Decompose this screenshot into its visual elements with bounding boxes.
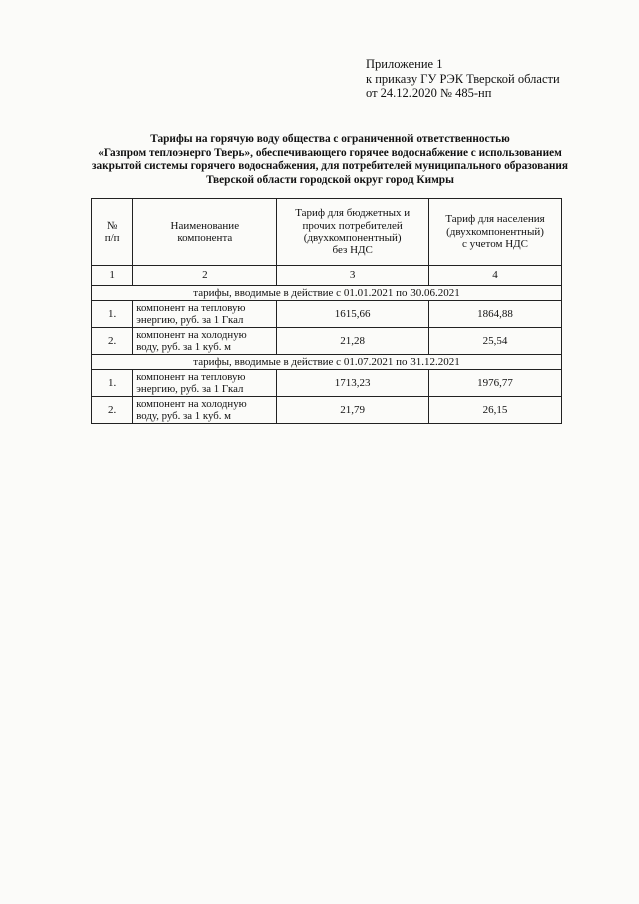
header-budget-tariff: Тариф для бюджетных и прочих потребителей (двухкомпонентный) без НДС <box>277 199 429 266</box>
budget-tariff-value: 21,28 <box>277 328 429 355</box>
document-title <box>70 133 590 187</box>
header-population-tariff: Тариф для населения (двухкомпонентный) с учетом НДС <box>429 199 562 266</box>
column-number: 3 <box>277 266 429 286</box>
table-row <box>92 301 562 328</box>
appendix-line: Приложение 1 <box>366 57 443 71</box>
period-row <box>92 355 562 370</box>
tariff-table <box>91 198 562 424</box>
row-number: 2. <box>92 397 133 424</box>
title-line: Тарифы на горячую воду общества с ограниченной ответственностью <box>150 133 510 145</box>
appendix-reference <box>366 57 560 101</box>
budget-tariff-value: 1615,66 <box>277 301 429 328</box>
table-row <box>92 370 562 397</box>
column-number-row <box>92 266 562 286</box>
table-header-row <box>92 199 562 266</box>
header-number: № п/п <box>92 199 133 266</box>
component-name: компонент на холодную воду, руб. за 1 куб. м <box>133 397 277 424</box>
period-label: тарифы, вводимые в действие с 01.01.2021 по 30.06.2021 <box>92 286 562 301</box>
period-label: тарифы, вводимые в действие с 01.07.2021 по 31.12.2021 <box>92 355 562 370</box>
population-tariff-value: 26,15 <box>429 397 562 424</box>
row-number: 1. <box>92 370 133 397</box>
appendix-line: к приказу ГУ РЭК Тверской области <box>366 71 560 86</box>
header-component-name: Наименование компонента <box>133 199 277 266</box>
population-tariff-value: 25,54 <box>429 328 562 355</box>
column-number: 2 <box>133 266 277 286</box>
row-number: 2. <box>92 328 133 355</box>
column-number: 4 <box>429 266 562 286</box>
table-row <box>92 397 562 424</box>
budget-tariff-value: 21,79 <box>277 397 429 424</box>
title-line: закрытой системы горячего водоснабжения, для потребителей муниципального образования <box>91 160 569 173</box>
component-name: компонент на тепловую энергию, руб. за 1 Гкал <box>133 370 277 397</box>
table-row <box>92 328 562 355</box>
column-number: 1 <box>92 266 133 286</box>
population-tariff-value: 1976,77 <box>429 370 562 397</box>
population-tariff-value: 1864,88 <box>429 301 562 328</box>
budget-tariff-value: 1713,23 <box>277 370 429 397</box>
title-line: Тверской области городской округ город Кимры <box>206 173 454 186</box>
appendix-line: от 24.12.2020 № 485-нп <box>366 86 492 100</box>
row-number: 1. <box>92 301 133 328</box>
title-line: «Газпром теплоэнерго Тверь», обеспечивающего горячее водоснабжение с использованием <box>98 146 562 159</box>
component-name: компонент на тепловую энергию, руб. за 1 Гкал <box>133 301 277 328</box>
component-name: компонент на холодную воду, руб. за 1 куб. м <box>133 328 277 355</box>
period-row <box>92 286 562 301</box>
